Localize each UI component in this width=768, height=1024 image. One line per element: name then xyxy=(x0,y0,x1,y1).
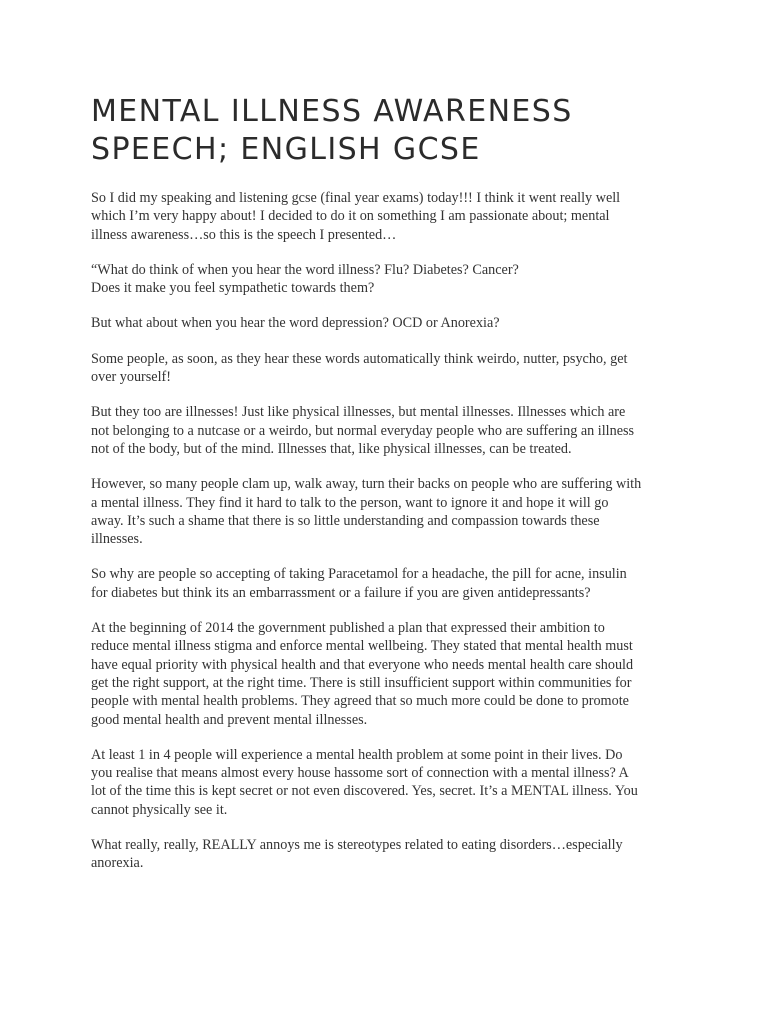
paragraph xyxy=(91,403,671,458)
document-page xyxy=(91,93,671,890)
text-line: However, so many people clam up, walk away, turn their backs on people who are suffering with xyxy=(91,476,642,493)
text-line: Does it make you feel sympathetic towards them? xyxy=(91,280,375,297)
text-line: good mental health and prevent mental illnesses. xyxy=(91,711,368,728)
text-line: away. It’s such a shame that there is so little understanding and compassion towards these xyxy=(91,512,600,529)
text-line: Some people, as soon, as they hear these words automatically think weirdo, nutter, psycho, get xyxy=(91,350,628,367)
text-line: over yourself! xyxy=(91,369,171,386)
text-line: So I did my speaking and listening gcse (final year exams) today!!! I think it went really well xyxy=(91,190,621,206)
text-line: “What do think of when you hear the word illness? Flu? Diabetes? Cancer? xyxy=(91,261,519,278)
text-line: illnesses. xyxy=(91,531,143,548)
paragraph xyxy=(91,475,671,548)
text-line: cannot physically see it. xyxy=(91,801,228,818)
paragraph xyxy=(91,189,671,244)
text-line: At the beginning of 2014 the government published a plan that expressed their ambition to xyxy=(91,620,605,637)
document-title xyxy=(91,93,671,169)
text-line: get the right support, at the right time. There is still insufficient support within communities for xyxy=(91,674,632,691)
text-line: But they too are illnesses! Just like physical illnesses, but mental illnesses. Illnesses which are xyxy=(91,404,626,421)
paragraph xyxy=(91,619,671,729)
text-line: which I’m very happy about! I decided to do it on something I am passionate about; mental xyxy=(91,208,610,225)
text-line: people with mental health problems. They agreed that so much more could be done to promote xyxy=(91,693,629,710)
paragraph xyxy=(91,836,671,873)
text-line: reduce mental illness stigma and enforce mental wellbeing. They stated that mental health must xyxy=(91,638,633,655)
text-line: for diabetes but think its an embarrassment or a failure if you are given antidepressants? xyxy=(91,584,591,601)
paragraph xyxy=(91,350,671,387)
text-line: At least 1 in 4 people will experience a mental health problem at some point in their lives. Do xyxy=(91,746,623,763)
title-line: MENTAL ILLNESS AWARENESS xyxy=(91,94,573,129)
text-line: anorexia. xyxy=(91,855,144,872)
title-line: SPEECH; ENGLISH GCSE xyxy=(91,132,481,167)
text-line: illness awareness…so this is the speech I presented… xyxy=(91,226,397,243)
text-line: What really, really, REALLY annoys me is stereotypes related to eating disorders…especially xyxy=(91,837,623,854)
text-line: lot of the time this is kept secret or not even discovered. Yes, secret. It’s a MENTAL illness. You xyxy=(91,783,638,800)
text-line: So why are people so accepting of taking Paracetamol for a headache, the pill for acne, insulin xyxy=(91,566,627,583)
text-line: you realise that means almost every house hassome sort of connection with a mental illness? A xyxy=(91,765,629,782)
text-line: not of the body, but of the mind. Illnesses that, like physical illnesses, can be treated. xyxy=(91,440,572,457)
paragraph xyxy=(91,314,671,332)
text-line: But what about when you hear the word depression? OCD or Anorexia? xyxy=(91,315,500,332)
text-line: not belonging to a nutcase or a weirdo, but normal everyday people who are suffering an illness xyxy=(91,422,635,439)
text-line: have equal priority with physical health and that everyone who needs mental health care should xyxy=(91,656,634,673)
paragraph xyxy=(91,565,671,602)
text-line: a mental illness. They find it hard to talk to the person, want to ignore it and hope it will go xyxy=(91,494,609,511)
paragraph xyxy=(91,746,671,819)
paragraph xyxy=(91,261,671,298)
